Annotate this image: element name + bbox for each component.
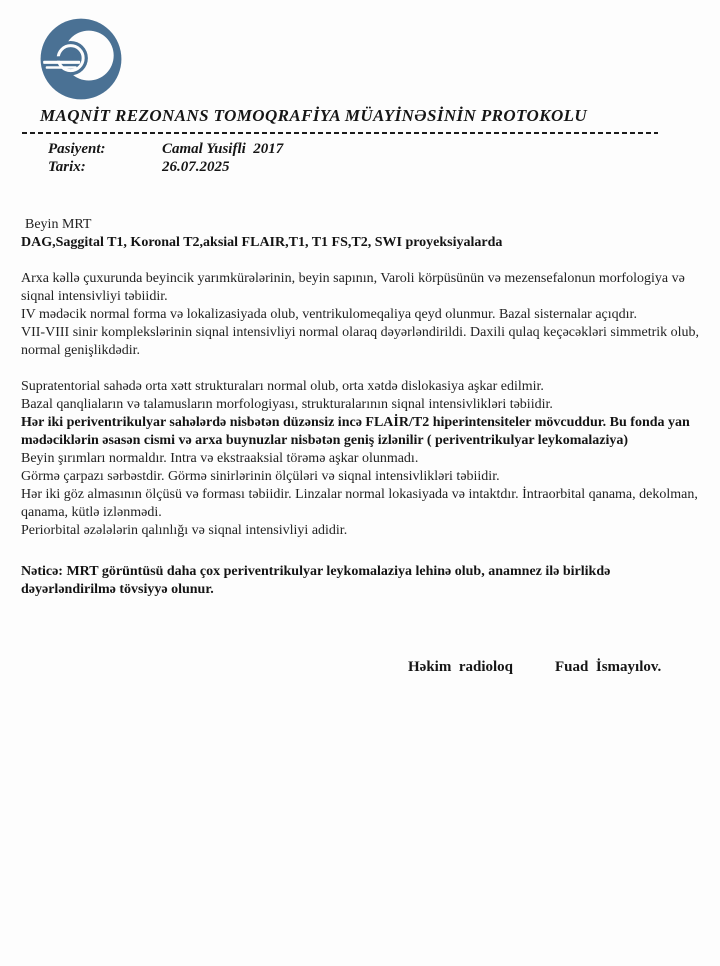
date-label: Tarix: [48,159,86,175]
sequence-list: DAG,Saggital T1, Koronal T2,aksial FLAIR,T1, T1 FS,T2, SWI proyeksiyalarda [21,235,503,250]
finding-line: Hər iki göz almasının ölçüsü və forması təbiidir. Linzalar normal lokasiyada və intaktdır. İntraorbital qanama, dekolman, qanama, kütlə izlənmədi. [21,487,698,520]
finding-line: Beyin şırımları normaldır. Intra və ekstraaksial törəmə aşkar olunmadı. [21,451,419,466]
document-title: MAQNİT REZONANS TOMOQRAFİYA MÜAYİNƏSİNİN PROTOKOLU [40,106,588,125]
exam-date: 26.07.2025 [162,159,230,175]
patient-name: Camal Yusifli 2017 [162,141,284,157]
patient-label: Pasiyent: [48,141,106,157]
dashed-separator [22,132,658,134]
signature-block [408,659,720,676]
finding-line-highlighted: Hər iki periventrikulyar sahələrdə nisbətən düzənsiz incə FLAİR/T2 hiperintensiteler mövcuddur. Bu fonda yan mədəciklərin əsasən cismi və arxa buynuzlar nisbətən geniş izlənilir ( periventrikulyar leykomalaziya) [21,415,690,448]
finding-line: Periorbital əzələlərin qalınlığı və siqnal intensivliyi adidir. [21,523,348,538]
report-body [21,216,701,599]
patient-row [48,140,720,158]
finding-line: Supratentorial sahədə orta xətt strukturaları normal olub, orta xətdə dislokasiya aşkar edilmir. [21,379,544,394]
conclusion-text: Nəticə: MRT görüntüsü daha çox periventrikulyar leykomalaziya lehinə olub, anamnez ilə birlikdə dəyərləndirilmə tövsiyyə olunur. [21,564,611,597]
clinic-logo [38,16,124,102]
doctor-name: Fuad İsmayılov. [555,659,662,675]
finding-line: Görmə çarpazı sərbəstdir. Görmə sinirlərinin ölçüləri və siqnal intensivlikləri təbiidir. [21,469,500,484]
exam-title: Beyin MRT [25,217,92,232]
doctor-role: Həkim radioloq [408,659,514,675]
finding-line: Bazal qanqliaların və talamusların morfologiyası, strukturalarının siqnal intensivlikləri təbiidir. [21,397,553,412]
patient-info-block [48,140,720,176]
date-row [48,158,720,176]
mri-scanner-icon [38,16,124,102]
finding-line: Arxa kəllə çuxurunda beyincik yarımkürələrinin, beyin sapının, Varoli körpüsünün və mezensefalonun morfologiya və siqnal intensivliyi təbiidir. [21,271,685,304]
finding-line: VII-VIII sinir komplekslərinin siqnal intensivliyi normal olaraq dəyərləndirildi. Daxili qulaq keçəcəkləri simmetrik olub, normal genişlikdədir. [21,325,700,358]
finding-line: IV mədəcik normal forma və lokalizasiyada olub, ventrikulomeqaliya qeyd olunmur. Bazal sisternalar açıqdır. [21,307,637,322]
